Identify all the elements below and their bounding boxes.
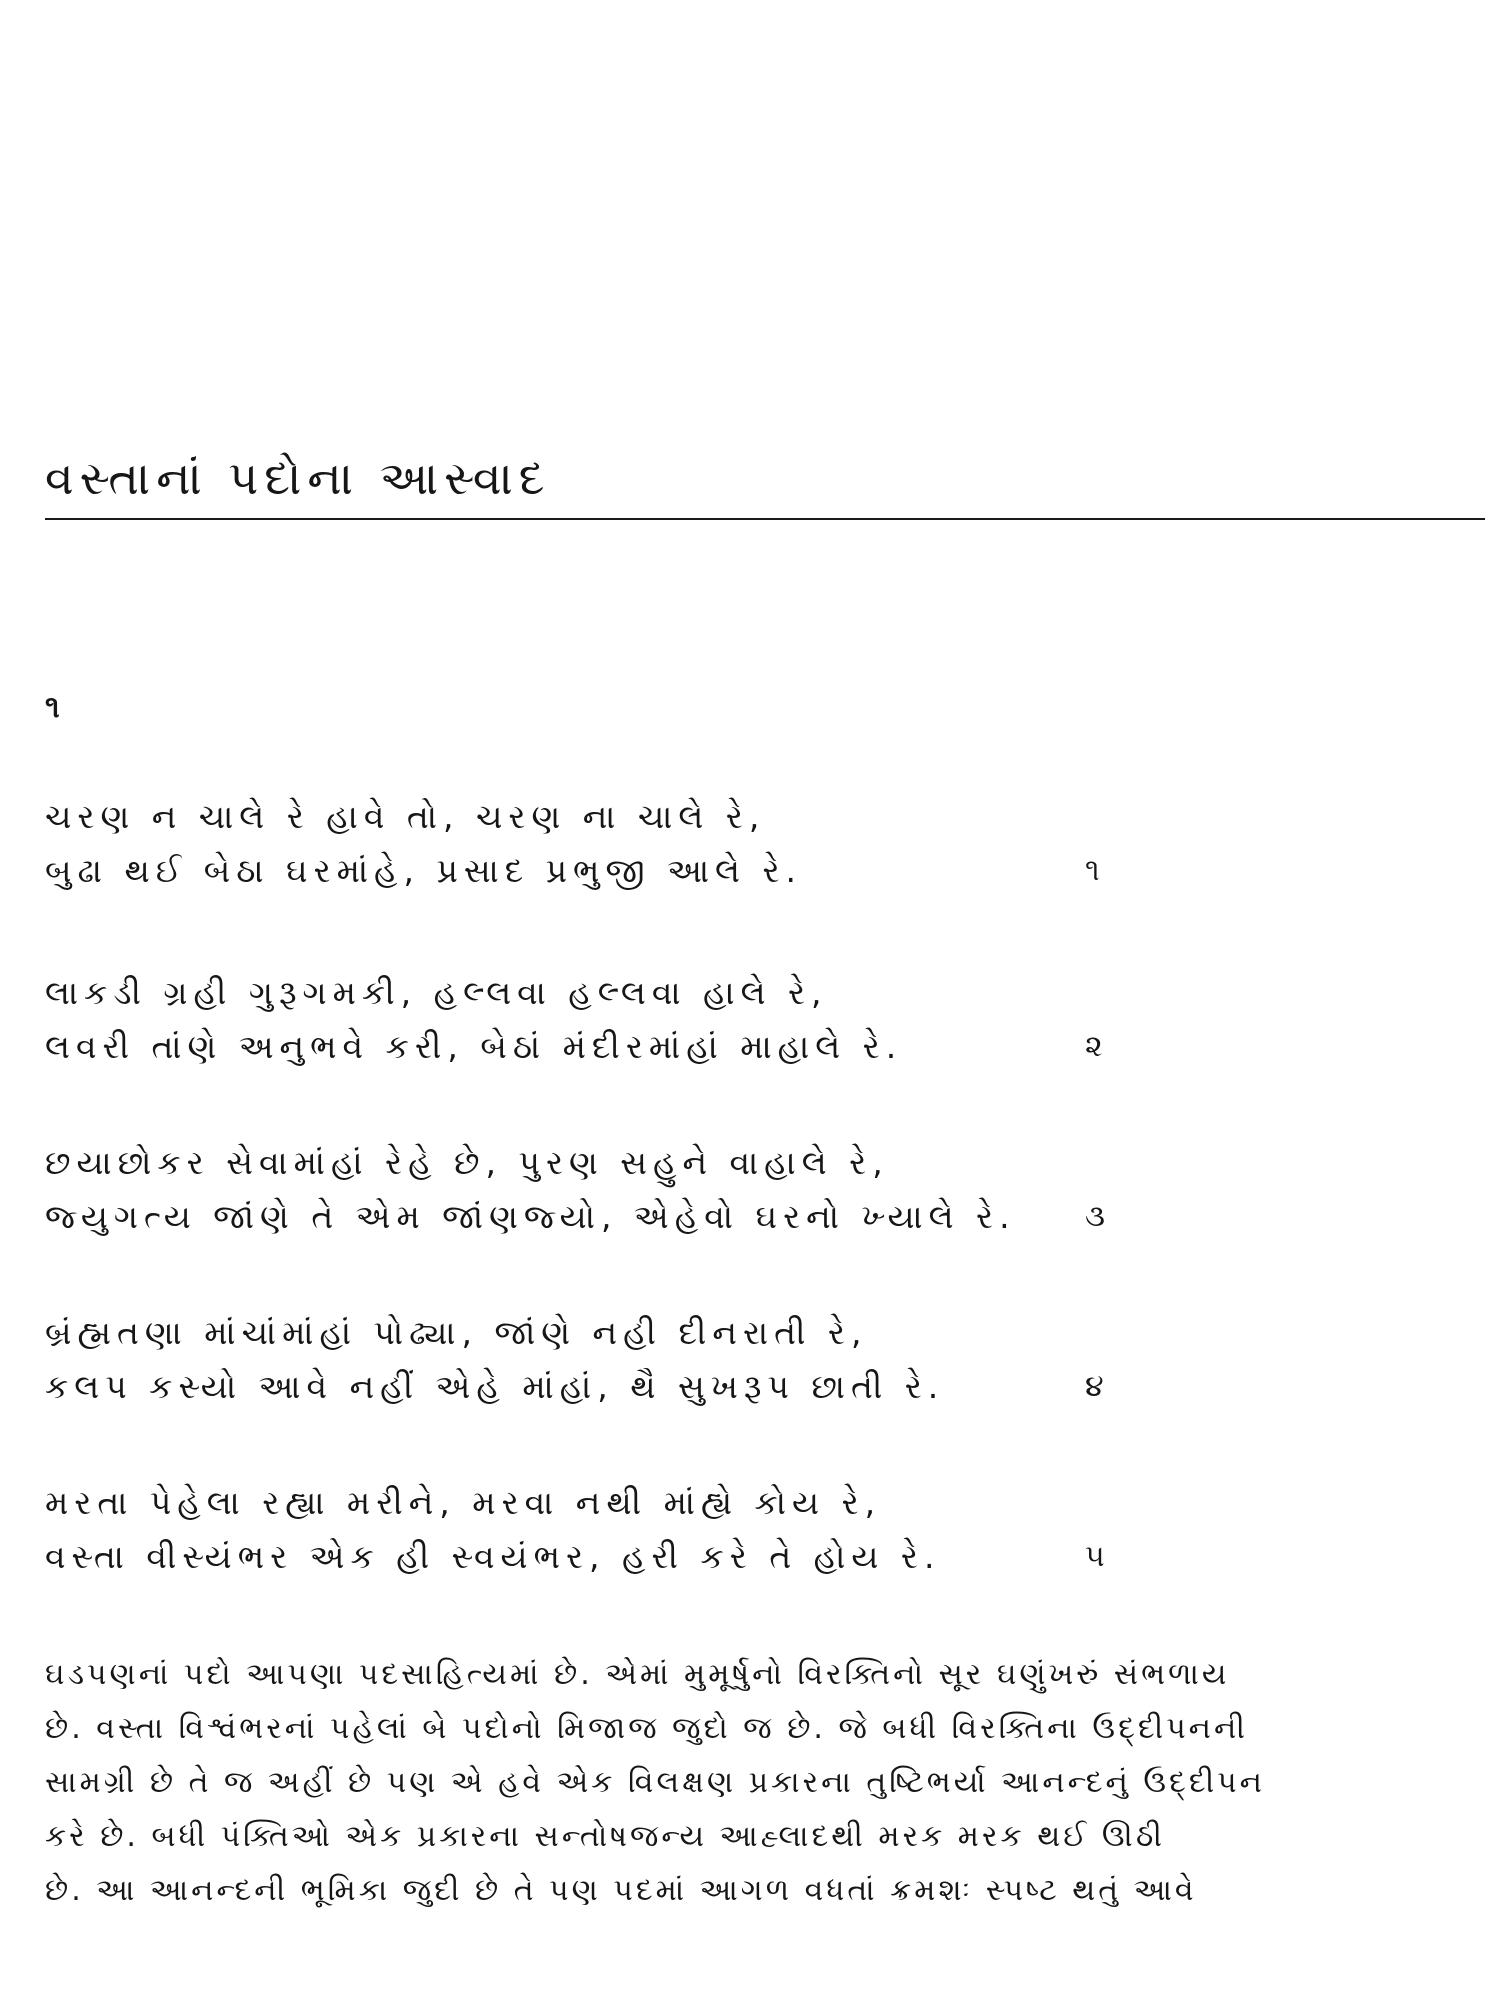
verse-number: ૨	[1085, 1029, 1103, 1064]
verse-line	[45, 844, 1125, 898]
paragraph-line: કરે છે. બધી પંક્તિઓ એક પ્રકારના સન્તોષજન્ય આહ્લાદથી મરક મરક થઈ ઊઠી	[45, 1819, 1165, 1854]
verse-text: બુઢા થઈ બેઠા ઘરમાંહે, પ્રસાદ પ્રભુજી આલે રે.	[45, 851, 803, 890]
verse-text: લાકડી ગ્રહી ગુરૂગમકી, હલ્લવા હલ્લવા હાલે રે,	[45, 973, 828, 1012]
section-number: ૧	[45, 690, 60, 725]
verse-text: છયાછોકર સેવામાંહાં રેહે છે, પુરણ સહુને વાહાલે રે,	[45, 1143, 889, 1182]
verse-number: ૪	[1085, 1369, 1104, 1404]
verse-text: ચરણ ન ચાલે રે હાવે તો, ચરણ ના ચાલે રે,	[45, 797, 766, 836]
verse-line	[45, 966, 1125, 1020]
verse-line	[45, 1190, 1125, 1244]
verse-number: ૩	[1085, 1199, 1105, 1234]
verse-number: ૧	[1085, 853, 1100, 888]
verse-text: વસ્તા વીસ્યંભર એક હી સ્વયંભર, હરી કરે તે હોય રે.	[45, 1537, 941, 1576]
verse-text: જ્યુગત્ય જાંણે તે એમ જાંણજ્યો, એહેવો ઘરનો ખ્યાલે રે.	[45, 1197, 1016, 1236]
verse-line	[45, 1476, 1125, 1530]
stanza-2	[45, 966, 1125, 1074]
verse-text: લવરી તાંણે અનુભવે કરી, બેઠાં મંદીરમાંહાં માહાલે રે.	[45, 1027, 903, 1066]
stanza-5	[45, 1476, 1125, 1584]
page-title: વસ્તાનાં પદોના આસ્વાદ	[45, 451, 551, 505]
verse-line	[45, 1360, 1125, 1414]
commentary-paragraph	[45, 1648, 1265, 1918]
paragraph-line: સામગ્રી છે તે જ અહીં છે પણ એ હવે એક વિલક્ષણ પ્રકારના તુષ્ટિભર્યા આનન્દનું ઉદ્દીપન	[45, 1765, 1265, 1800]
verse-text: મરતા પેહેલા રહ્યા મરીને, મરવા નથી માંહ્યે કોય રે,	[45, 1483, 882, 1522]
title-rule	[45, 518, 1485, 520]
verse-text: બ્રંહ્મતણા માંચાંમાંહાં પોઢ્યા, જાંણે નહી દીનરાતી રે,	[45, 1313, 868, 1352]
verse-line	[45, 790, 1125, 844]
paragraph-line: ઘડપણનાં પદો આપણા પદસાહિત્યમાં છે. એમાં મુમૂર્ષુનો વિરક્તિનો સૂર ઘણુંખરું સંભળાય	[45, 1657, 1230, 1692]
verse-line	[45, 1136, 1125, 1190]
verse-line	[45, 1530, 1125, 1584]
stanza-3	[45, 1136, 1125, 1244]
stanza-4	[45, 1306, 1125, 1414]
verse-number: ૫	[1085, 1539, 1105, 1574]
verse-line	[45, 1020, 1125, 1074]
paragraph-line: છે. વસ્તા વિશ્વંભરનાં પહેલાં બે પદોનો મિજાજ જુદો જ છે. જે બધી વિરક્તિના ઉદ્દીપનની	[45, 1711, 1248, 1746]
stanza-1	[45, 790, 1125, 898]
verse-text: કલપ કસ્યો આવે નહીં એહે માંહાં, થૈ સુખરૂપ છાતી રે.	[45, 1367, 945, 1406]
verse-line	[45, 1306, 1125, 1360]
paragraph-line: છે. આ આનન્દની ભૂમિકા જુદી છે તે પણ પદમાં આગળ વધતાં ક્રમશઃ સ્પષ્ટ થતું આવે	[45, 1873, 1197, 1908]
